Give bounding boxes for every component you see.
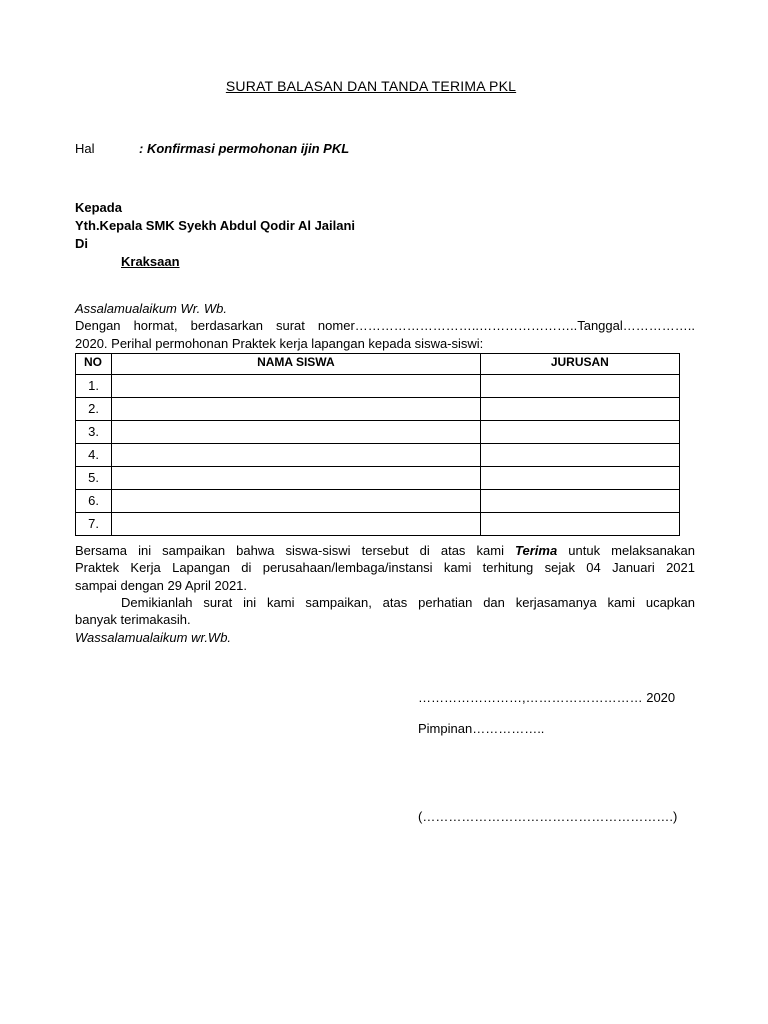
table-header-row: [76, 354, 680, 375]
nama-cell: [112, 490, 481, 513]
jurusan-cell: [480, 490, 679, 513]
jurusan-cell: [480, 444, 679, 467]
table-row: [76, 398, 680, 421]
kepada-label: Kepada: [75, 200, 122, 215]
table-row: [76, 375, 680, 398]
nama-cell: [112, 375, 481, 398]
body-paragraph-1-line-1: [75, 542, 695, 559]
letter-title: SURAT BALASAN DAN TANDA TERIMA PKL: [225, 78, 517, 94]
row-number: 7.: [76, 513, 112, 536]
row-number: 2.: [76, 398, 112, 421]
nama-cell: [112, 398, 481, 421]
header-nama-siswa: NAMA SISWA: [112, 354, 481, 375]
row-number: 5.: [76, 467, 112, 490]
jurusan-cell: [480, 375, 679, 398]
body-paragraph-2-line-2: banyak terimakasih.: [75, 612, 191, 627]
jurusan-cell: [480, 513, 679, 536]
table-row: [76, 467, 680, 490]
body-paragraph-1-line-3: sampai dengan 29 April 2021.: [75, 578, 248, 593]
pimpinan-label: Pimpinan……………..: [418, 721, 545, 736]
header-no: NO: [76, 354, 112, 375]
nama-cell: [112, 421, 481, 444]
di-label: Di: [75, 236, 88, 251]
body-text: Bersama ini sampaikan bahwa siswa-siswi tersebut di atas kami: [75, 543, 516, 558]
signature-line: (………………………………………………….): [418, 809, 678, 824]
table-row: [76, 513, 680, 536]
table-row: [76, 421, 680, 444]
recipient-name: Yth.Kepala SMK Syekh Abdul Qodir Al Jailani: [75, 218, 356, 233]
place-name: Kraksaan: [121, 254, 180, 269]
date-line: ……………………,……………………… 2020: [418, 690, 676, 705]
table-row: [76, 490, 680, 513]
row-number: 4.: [76, 444, 112, 467]
terima-emphasis: Terima: [515, 543, 558, 558]
intro-line-1: Dengan hormat, berdasarkan surat nomer………………………..…………………..Tanggal……………..: [75, 318, 695, 333]
nama-cell: [112, 513, 481, 536]
intro-line-2: 2020. Perihal permohonan Praktek kerja lapangan kepada siswa-siswi:: [75, 336, 484, 351]
jurusan-cell: [480, 467, 679, 490]
body-paragraph-2-line-1: Demikianlah surat ini kami sampaikan, atas perhatian dan kerjasamanya kami ucapkan: [121, 595, 695, 610]
row-number: 6.: [76, 490, 112, 513]
row-number: 1.: [76, 375, 112, 398]
student-table: [75, 353, 680, 536]
greeting: Assalamualaikum Wr. Wb.: [75, 301, 227, 316]
body-paragraph-1-line-2: Praktek Kerja Lapangan di perusahaan/lembaga/instansi kami terhitung sejak 04 Januari 2021: [75, 560, 695, 575]
hal-value: : Konfirmasi permohonan ijin PKL: [139, 141, 350, 156]
row-number: 3.: [76, 421, 112, 444]
hal-label: Hal: [75, 141, 95, 156]
header-jurusan: JURUSAN: [480, 354, 679, 375]
jurusan-cell: [480, 421, 679, 444]
closing-salutation: Wassalamualaikum wr.Wb.: [75, 630, 232, 645]
body-text: untuk melaksanakan: [557, 543, 695, 558]
jurusan-cell: [480, 398, 679, 421]
table-row: [76, 444, 680, 467]
nama-cell: [112, 467, 481, 490]
nama-cell: [112, 444, 481, 467]
